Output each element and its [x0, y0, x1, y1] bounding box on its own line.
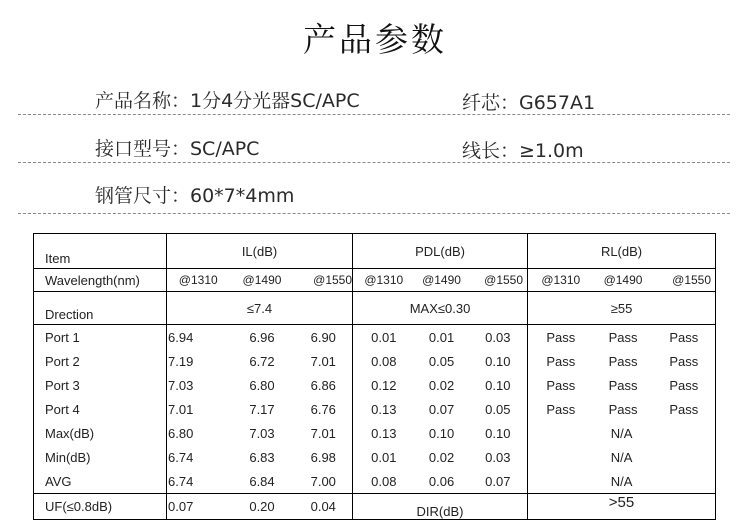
il-cell: 6.83: [249, 449, 275, 465]
rl-cell: Pass: [528, 373, 594, 397]
pdl-cell: 0.01: [428, 329, 455, 345]
pdl-direction-value: MAX≤0.30: [353, 292, 528, 325]
rl-cell: Pass: [528, 397, 594, 421]
spec-product-name: 产品名称：1分4分光器SC/APC: [95, 90, 360, 112]
il-cell: 6.86: [310, 377, 336, 393]
il-cell: 7.00: [310, 473, 336, 489]
pdl-cell: 0.10: [428, 425, 455, 441]
pdl-cell: 0.05: [485, 401, 511, 417]
pdl-cell: 0.02: [428, 449, 455, 465]
wavelength-cell: @1550: [484, 273, 524, 287]
wavelength-cell: @1310: [528, 269, 594, 292]
direction-row: [34, 292, 716, 325]
uf-cell: 0.04: [295, 494, 353, 520]
il-cell: 6.80: [168, 425, 194, 441]
wavelength-label: Wavelength(nm): [34, 269, 167, 292]
row-label: Port 1: [34, 325, 167, 350]
spec-connector: 接口型号：SC/APC: [95, 138, 260, 160]
pdl-cell: 0.10: [485, 377, 511, 393]
pdl-cell: 0.07: [485, 473, 511, 489]
item-header: Item: [34, 234, 167, 269]
stats-row: [34, 421, 716, 445]
il-cell: 7.03: [249, 425, 275, 441]
rl-cell: Pass: [608, 401, 638, 417]
pdl-cell: 0.01: [353, 445, 415, 469]
rl-direction-value: ≥55: [528, 292, 716, 325]
il-cell: 6.98: [310, 449, 336, 465]
il-cell: 7.01: [310, 353, 336, 369]
row-label: Port 3: [34, 373, 167, 397]
divider: [18, 162, 730, 163]
pdl-group-header: PDL(dB): [353, 234, 528, 269]
pdl-cell: 0.03: [485, 329, 511, 345]
il-cell: 6.76: [310, 401, 336, 417]
rl-cell: Pass: [653, 397, 716, 421]
rl-cell: Pass: [608, 329, 638, 345]
divider: [18, 114, 730, 115]
pdl-cell: 0.13: [353, 421, 415, 445]
pdl-cell: 0.03: [485, 449, 511, 465]
il-cell: 6.90: [310, 329, 336, 345]
rl-cell: Pass: [528, 349, 594, 373]
wavelength-cell: @1550: [313, 273, 353, 287]
table-row: [34, 325, 716, 350]
wavelength-cell: @1310: [353, 269, 415, 292]
table-row: [34, 349, 716, 373]
rl-cell: Pass: [653, 325, 716, 350]
il-cell: 6.72: [249, 353, 275, 369]
uf-label: UF(≤0.8dB): [34, 494, 167, 520]
divider: [18, 213, 730, 214]
pdl-cell: 0.06: [428, 473, 455, 489]
pdl-cell: 0.01: [353, 325, 415, 350]
pdl-cell: 0.13: [353, 397, 415, 421]
il-cell: 6.84: [249, 473, 275, 489]
stats-row: [34, 469, 716, 494]
il-cell: 6.80: [249, 377, 275, 393]
row-label: Port 4: [34, 397, 167, 421]
direction-label: Drection: [34, 292, 167, 325]
rl-cell: Pass: [608, 377, 638, 393]
pdl-cell: 0.07: [428, 401, 455, 417]
spec-cable-length: 线长：≥1.0m: [462, 140, 584, 162]
wavelength-cell: @1490: [422, 273, 461, 287]
il-direction-value: ≤7.4: [167, 292, 353, 325]
wavelength-cell: @1550: [653, 269, 716, 292]
rl-group-header: RL(dB): [528, 234, 716, 269]
rl-cell: Pass: [528, 325, 594, 350]
spec-tube-size: 钢管尺寸：60*7*4mm: [95, 185, 295, 207]
il-cell: 7.01: [168, 401, 194, 417]
wavelength-cell: @1490: [603, 273, 643, 287]
il-cell: 7.17: [249, 401, 275, 417]
pdl-cell: 0.08: [353, 349, 415, 373]
uf-cell: 0.20: [230, 494, 295, 520]
rl-cell: Pass: [653, 373, 716, 397]
rl-na-cell: N/A: [528, 469, 716, 494]
parameter-table: [33, 233, 716, 520]
row-label: AVG: [34, 469, 167, 494]
uf-row: [34, 494, 716, 520]
pdl-cell: 0.10: [485, 353, 511, 369]
il-cell: 7.01: [310, 425, 336, 441]
rl-cell: Pass: [608, 353, 638, 369]
il-group-header: IL(dB): [167, 234, 353, 269]
il-cell: 7.03: [168, 377, 194, 393]
spec-fiber-core: 纤芯：G657A1: [462, 92, 596, 114]
stats-row: [34, 445, 716, 469]
uf-cell: 0.07: [167, 494, 230, 520]
pdl-cell: 0.12: [353, 373, 415, 397]
row-label: Max(dB): [34, 421, 167, 445]
row-label: Port 2: [34, 349, 167, 373]
dir-value: >55: [528, 494, 716, 520]
wavelength-cell: @1490: [242, 273, 282, 287]
pdl-cell: 0.08: [353, 469, 415, 494]
il-cell: 6.96: [249, 329, 275, 345]
il-cell: 6.94: [168, 329, 194, 345]
rl-cell: Pass: [653, 349, 716, 373]
pdl-cell: 0.05: [428, 353, 455, 369]
rl-na-cell: N/A: [528, 421, 716, 445]
dir-label: DIR(dB): [353, 494, 528, 520]
table-row: [34, 397, 716, 421]
header-row: [34, 234, 716, 269]
wavelength-cell: @1310: [167, 269, 230, 292]
page-title: 产品参数: [303, 20, 447, 59]
row-label: Min(dB): [34, 445, 167, 469]
wavelength-row: [34, 269, 716, 292]
pdl-cell: 0.02: [428, 377, 455, 393]
il-cell: 7.19: [168, 353, 194, 369]
pdl-cell: 0.10: [485, 425, 511, 441]
rl-na-cell: N/A: [528, 445, 716, 469]
il-cell: 6.74: [168, 473, 194, 489]
table-row: [34, 373, 716, 397]
il-cell: 6.74: [168, 449, 194, 465]
